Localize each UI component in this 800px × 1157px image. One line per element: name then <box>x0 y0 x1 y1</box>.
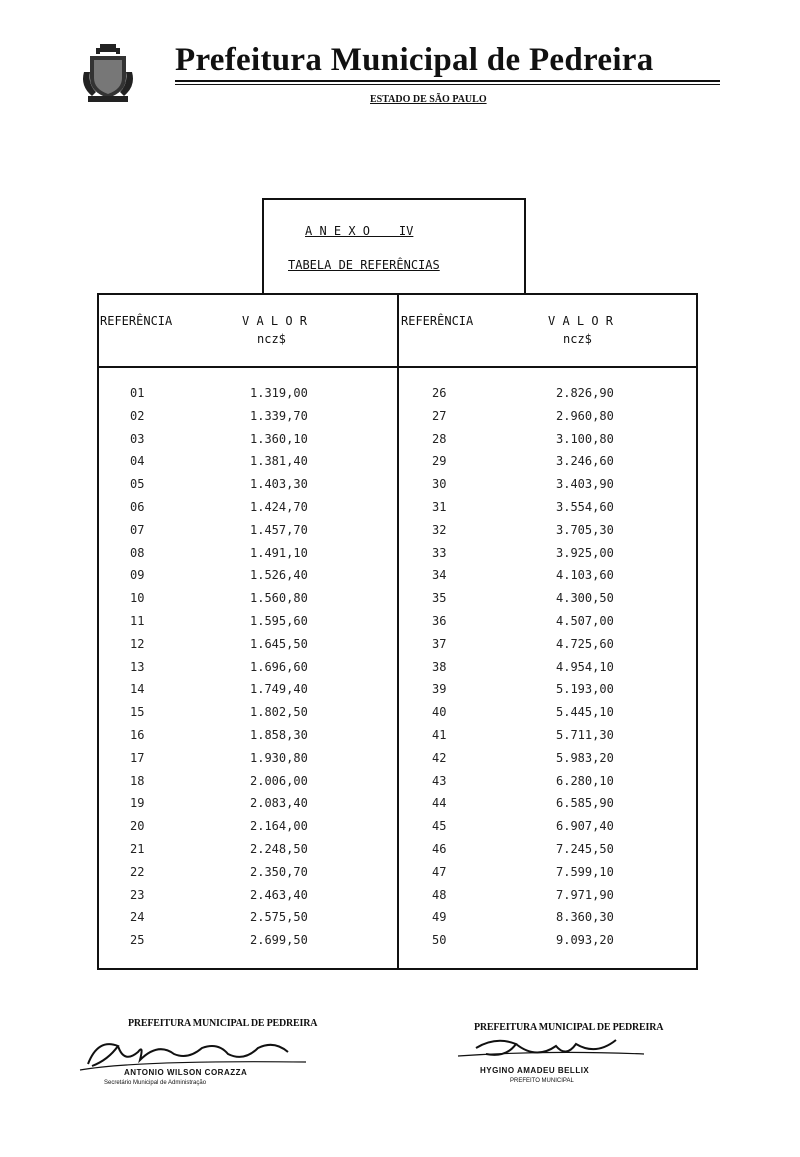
right-table-value-cell: 5.983,20 <box>556 751 614 765</box>
left-table-value-cell: 1.381,40 <box>250 454 308 468</box>
right-handwritten-signature <box>456 1034 646 1064</box>
right-table-value-cell: 5.711,30 <box>556 728 614 742</box>
left-col-ref-header: REFERÊNCIA <box>100 314 173 328</box>
left-table-ref-cell: 07 <box>130 523 145 537</box>
right-table-ref-cell: 30 <box>432 477 447 491</box>
right-table-ref-cell: 26 <box>432 386 447 400</box>
right-table-value-cell: 5.445,10 <box>556 705 614 719</box>
annex-label: A N E X O IV <box>305 224 414 238</box>
municipal-crest <box>80 42 136 104</box>
right-table-value-cell: 3.100,80 <box>556 432 614 446</box>
left-table-value-cell: 1.319,00 <box>250 386 308 400</box>
left-col-unit: ncz$ <box>257 332 286 346</box>
right-table-ref-cell: 31 <box>432 500 447 514</box>
right-col-value-header: V A L O R <box>548 314 614 328</box>
left-table-value-cell: 1.858,30 <box>250 728 308 742</box>
left-table-ref-cell: 09 <box>130 568 145 582</box>
left-signatory-name: ANTONIO WILSON CORAZZA <box>124 1068 248 1077</box>
right-table-ref-cell: 38 <box>432 660 447 674</box>
left-table-ref-cell: 16 <box>130 728 145 742</box>
right-table-ref-cell: 41 <box>432 728 447 742</box>
left-table-value-cell: 2.083,40 <box>250 796 308 810</box>
left-table-value-cell: 1.560,80 <box>250 591 308 605</box>
left-table-value-cell: 1.526,40 <box>250 568 308 582</box>
right-table-value-cell: 4.103,60 <box>556 568 614 582</box>
right-table-value-cell: 5.193,00 <box>556 682 614 696</box>
left-table-value-cell: 2.350,70 <box>250 865 308 879</box>
left-table-ref-cell: 12 <box>130 637 145 651</box>
right-table-value-cell: 4.507,00 <box>556 614 614 628</box>
right-table-value-cell: 6.907,40 <box>556 819 614 833</box>
table-column-divider <box>397 293 399 970</box>
left-table-value-cell: 1.645,50 <box>250 637 308 651</box>
right-table-ref-cell: 45 <box>432 819 447 833</box>
left-table-ref-cell: 01 <box>130 386 145 400</box>
right-signature-stamp: PREFEITURA MUNICIPAL DE PEDREIRA <box>474 1022 664 1033</box>
header-rule <box>175 80 720 82</box>
right-table-ref-cell: 43 <box>432 774 447 788</box>
right-table-value-cell: 2.960,80 <box>556 409 614 423</box>
left-table-value-cell: 2.164,00 <box>250 819 308 833</box>
right-table-ref-cell: 50 <box>432 933 447 947</box>
right-table-value-cell: 3.246,60 <box>556 454 614 468</box>
left-table-ref-cell: 23 <box>130 888 145 902</box>
header-subtitle: ESTADO DE SÃO PAULO <box>370 94 487 105</box>
left-table-ref-cell: 05 <box>130 477 145 491</box>
right-table-value-cell: 6.585,90 <box>556 796 614 810</box>
left-table-ref-cell: 25 <box>130 933 145 947</box>
right-signatory-name: HYGINO AMADEU BELLIX <box>480 1066 590 1075</box>
left-table-ref-cell: 06 <box>130 500 145 514</box>
header-rule-thin <box>175 84 720 85</box>
right-signatory-role: PREFEITO MUNICIPAL <box>510 1078 574 1084</box>
header-title: Prefeitura Municipal de Pedreira <box>175 42 654 78</box>
right-table-ref-cell: 29 <box>432 454 447 468</box>
right-table-ref-cell: 35 <box>432 591 447 605</box>
left-table-value-cell: 1.930,80 <box>250 751 308 765</box>
left-table-value-cell: 1.696,60 <box>250 660 308 674</box>
right-table-ref-cell: 36 <box>432 614 447 628</box>
left-table-ref-cell: 15 <box>130 705 145 719</box>
left-table-value-cell: 1.595,60 <box>250 614 308 628</box>
right-table-ref-cell: 34 <box>432 568 447 582</box>
right-table-value-cell: 3.554,60 <box>556 500 614 514</box>
right-table-ref-cell: 48 <box>432 888 447 902</box>
left-table-ref-cell: 13 <box>130 660 145 674</box>
right-table-ref-cell: 33 <box>432 546 447 560</box>
right-table-value-cell: 4.300,50 <box>556 591 614 605</box>
right-table-value-cell: 3.403,90 <box>556 477 614 491</box>
right-table-value-cell: 6.280,10 <box>556 774 614 788</box>
left-table-value-cell: 2.248,50 <box>250 842 308 856</box>
left-table-ref-cell: 20 <box>130 819 145 833</box>
left-table-ref-cell: 14 <box>130 682 145 696</box>
left-table-ref-cell: 19 <box>130 796 145 810</box>
right-table-value-cell: 7.245,50 <box>556 842 614 856</box>
left-table-ref-cell: 02 <box>130 409 145 423</box>
right-table-ref-cell: 27 <box>432 409 447 423</box>
annex-title-box <box>262 198 526 294</box>
left-table-value-cell: 1.424,70 <box>250 500 308 514</box>
left-table-ref-cell: 21 <box>130 842 145 856</box>
right-table-ref-cell: 47 <box>432 865 447 879</box>
left-signatory-role: Secretário Municipal de Administração <box>104 1080 207 1086</box>
table-header-divider <box>97 366 698 368</box>
left-table-ref-cell: 04 <box>130 454 145 468</box>
left-table-value-cell: 1.360,10 <box>250 432 308 446</box>
left-table-value-cell: 1.802,50 <box>250 705 308 719</box>
left-signature-stamp: PREFEITURA MUNICIPAL DE PEDREIRA <box>128 1018 318 1029</box>
left-table-value-cell: 1.457,70 <box>250 523 308 537</box>
right-table-ref-cell: 40 <box>432 705 447 719</box>
right-table-ref-cell: 37 <box>432 637 447 651</box>
right-table-value-cell: 7.971,90 <box>556 888 614 902</box>
right-table-ref-cell: 39 <box>432 682 447 696</box>
right-table-value-cell: 3.705,30 <box>556 523 614 537</box>
annex-subtitle: TABELA DE REFERÊNCIAS <box>288 258 440 272</box>
left-table-ref-cell: 03 <box>130 432 145 446</box>
left-table-ref-cell: 22 <box>130 865 145 879</box>
left-table-ref-cell: 18 <box>130 774 145 788</box>
left-table-ref-cell: 10 <box>130 591 145 605</box>
right-table-value-cell: 4.725,60 <box>556 637 614 651</box>
right-col-ref-header: REFERÊNCIA <box>401 314 474 328</box>
left-table-ref-cell: 24 <box>130 910 145 924</box>
left-table-value-cell: 2.006,00 <box>250 774 308 788</box>
right-table-ref-cell: 49 <box>432 910 447 924</box>
left-table-value-cell: 1.749,40 <box>250 682 308 696</box>
left-table-value-cell: 2.575,50 <box>250 910 308 924</box>
right-table-value-cell: 2.826,90 <box>556 386 614 400</box>
left-table-ref-cell: 11 <box>130 614 145 628</box>
left-table-value-cell: 2.699,50 <box>250 933 308 947</box>
left-col-value-header: V A L O R <box>242 314 308 328</box>
right-table-value-cell: 9.093,20 <box>556 933 614 947</box>
left-table-value-cell: 1.339,70 <box>250 409 308 423</box>
right-table-value-cell: 4.954,10 <box>556 660 614 674</box>
right-table-value-cell: 3.925,00 <box>556 546 614 560</box>
right-table-ref-cell: 28 <box>432 432 447 446</box>
left-table-ref-cell: 17 <box>130 751 145 765</box>
right-table-ref-cell: 32 <box>432 523 447 537</box>
right-table-ref-cell: 46 <box>432 842 447 856</box>
right-col-unit: ncz$ <box>563 332 592 346</box>
right-table-value-cell: 7.599,10 <box>556 865 614 879</box>
left-table-value-cell: 1.491,10 <box>250 546 308 560</box>
left-table-value-cell: 1.403,30 <box>250 477 308 491</box>
left-table-value-cell: 2.463,40 <box>250 888 308 902</box>
right-table-value-cell: 8.360,30 <box>556 910 614 924</box>
right-table-ref-cell: 44 <box>432 796 447 810</box>
right-table-ref-cell: 42 <box>432 751 447 765</box>
left-table-ref-cell: 08 <box>130 546 145 560</box>
